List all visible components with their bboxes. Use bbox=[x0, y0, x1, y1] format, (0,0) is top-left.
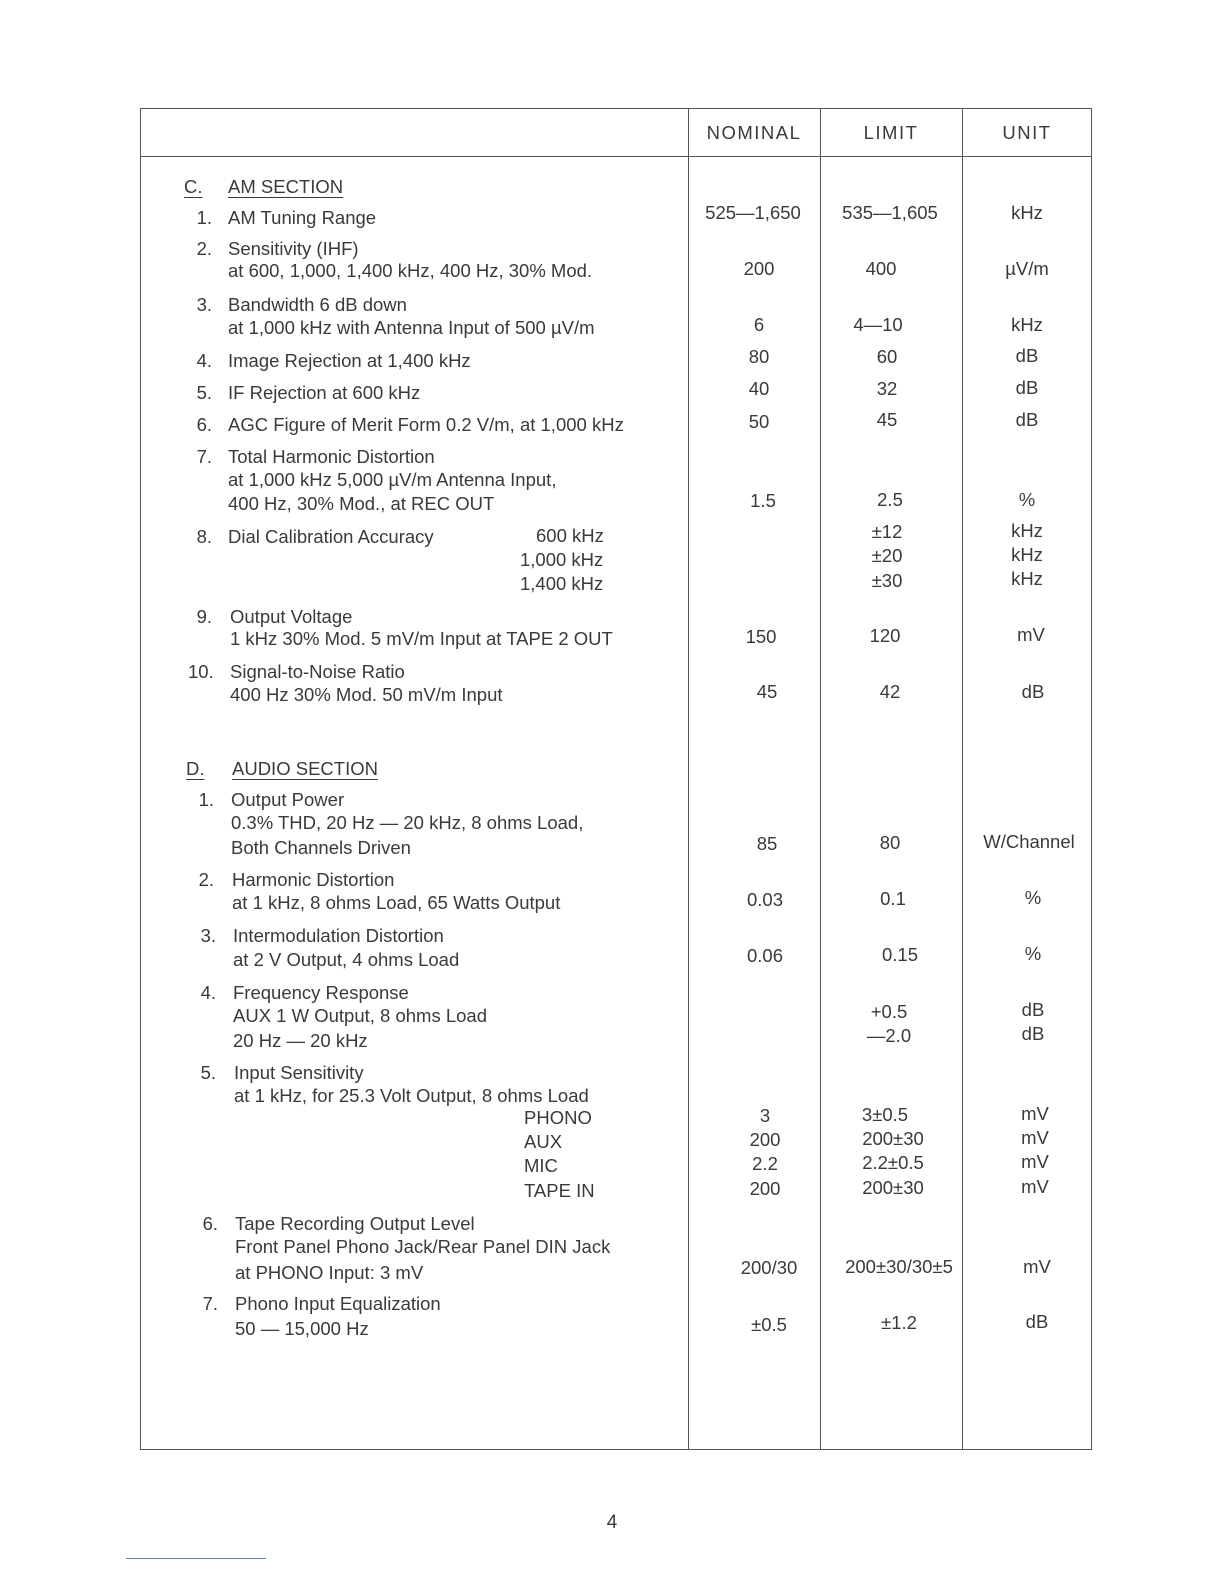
audio-limit-value: ±1.2 bbox=[881, 1312, 917, 1333]
page-number: 4 bbox=[606, 1512, 618, 1533]
am-limit-value: 120 bbox=[869, 625, 901, 646]
am-item-desc: Total Harmonic Distortion bbox=[228, 446, 435, 467]
am-limit-value: 535—1,605 bbox=[842, 202, 938, 223]
am-limit-value: ±20 bbox=[871, 545, 903, 566]
am-nominal-value: 40 bbox=[748, 378, 770, 399]
audio-item-desc: Front Panel Phono Jack/Rear Panel DIN Jack bbox=[235, 1236, 611, 1257]
audio-nominal-value: 3 bbox=[759, 1105, 771, 1126]
am-item-desc: at 600, 1,000, 1,400 kHz, 400 Hz, 30% Mod. bbox=[228, 260, 593, 281]
header-nominal: NOMINAL bbox=[706, 122, 802, 143]
audio-unit-value: dB bbox=[1021, 1023, 1045, 1044]
audio-nominal-value: 200 bbox=[749, 1129, 781, 1150]
audio-sub-label: AUX bbox=[524, 1131, 563, 1152]
audio-item-desc: Both Channels Driven bbox=[231, 837, 411, 858]
col-divider-nominal bbox=[688, 108, 689, 1450]
am-nominal-value: 1.5 bbox=[750, 490, 776, 511]
audio-item-number: 3. bbox=[200, 925, 216, 946]
am-item-desc: Signal-to-Noise Ratio bbox=[230, 661, 405, 682]
am-unit-value: dB bbox=[1021, 681, 1045, 702]
am-item-number: 7. bbox=[196, 446, 212, 467]
audio-limit-value: 0.15 bbox=[881, 944, 918, 965]
audio-item-desc: at PHONO Input: 3 mV bbox=[235, 1262, 424, 1283]
am-item-desc: IF Rejection at 600 kHz bbox=[228, 382, 421, 403]
am-limit-value: 60 bbox=[876, 346, 898, 367]
header-limit: LIMIT bbox=[863, 122, 919, 143]
audio-unit-value: mV bbox=[1021, 1127, 1049, 1148]
audio-limit-value: 0.1 bbox=[880, 888, 906, 909]
audio-nominal-value: 85 bbox=[756, 833, 778, 854]
audio-unit-value: dB bbox=[1021, 999, 1045, 1020]
audio-item-desc: 20 Hz — 20 kHz bbox=[233, 1030, 368, 1051]
am-nominal-value: 150 bbox=[745, 626, 777, 647]
header-divider bbox=[140, 156, 1092, 157]
audio-nominal-value: 200 bbox=[749, 1178, 781, 1199]
audio-nominal-value: 0.06 bbox=[746, 945, 783, 966]
audio-item-number: 4. bbox=[200, 982, 216, 1003]
am-unit-value: kHz bbox=[1011, 568, 1043, 589]
audio-limit-value: 200±30 bbox=[862, 1177, 924, 1198]
audio-limit-value: —2.0 bbox=[866, 1025, 912, 1046]
audio-limit-value: +0.5 bbox=[870, 1001, 908, 1022]
am-item-desc: 400 Hz, 30% Mod., at REC OUT bbox=[228, 493, 495, 514]
audio-item-desc: at 1 kHz, for 25.3 Volt Output, 8 ohms Load bbox=[234, 1085, 589, 1106]
am-item-desc: at 1,000 kHz with Antenna Input of 500 µV/m bbox=[228, 317, 595, 338]
audio-unit-value: W/Channel bbox=[983, 831, 1075, 852]
audio-item-number: 1. bbox=[198, 789, 214, 810]
audio-limit-value: 200±30/30±5 bbox=[845, 1256, 953, 1277]
am-nominal-value: 80 bbox=[748, 346, 770, 367]
audio-limit-value: 80 bbox=[879, 832, 901, 853]
audio-sub-label: PHONO bbox=[524, 1107, 592, 1128]
am-unit-value: kHz bbox=[1011, 202, 1043, 223]
audio-limit-value: 200±30 bbox=[862, 1128, 924, 1149]
am-unit-value: mV bbox=[1017, 624, 1045, 645]
audio-unit-value: mV bbox=[1023, 1256, 1051, 1277]
col-divider-limit bbox=[820, 108, 821, 1450]
am-item-desc: Image Rejection at 1,400 kHz bbox=[228, 350, 471, 371]
am-sub-label: 600 kHz bbox=[536, 525, 604, 546]
am-item-desc: Output Voltage bbox=[230, 606, 353, 627]
am-item-number: 8. bbox=[196, 526, 212, 547]
audio-item-desc: Output Power bbox=[231, 789, 345, 810]
am-nominal-value: 50 bbox=[748, 411, 770, 432]
am-unit-value: kHz bbox=[1011, 544, 1043, 565]
am-section-title: AM SECTION bbox=[228, 176, 344, 197]
header-unit: UNIT bbox=[1002, 122, 1052, 143]
am-item-number: 9. bbox=[196, 606, 212, 627]
audio-unit-value: % bbox=[1024, 943, 1042, 964]
audio-sub-label: TAPE IN bbox=[524, 1180, 595, 1201]
audio-limit-value: 2.2±0.5 bbox=[862, 1152, 924, 1173]
am-item-number: 6. bbox=[196, 414, 212, 435]
audio-nominal-value: ±0.5 bbox=[751, 1314, 787, 1335]
am-unit-value: kHz bbox=[1011, 520, 1043, 541]
am-item-desc: AGC Figure of Merit Form 0.2 V/m, at 1,000 kHz bbox=[228, 414, 624, 435]
audio-item-desc: at 2 V Output, 4 ohms Load bbox=[233, 949, 460, 970]
audio-sub-label: MIC bbox=[524, 1155, 558, 1176]
audio-unit-value: mV bbox=[1021, 1176, 1049, 1197]
am-limit-value: 2.5 bbox=[877, 489, 903, 510]
am-item-desc: Sensitivity (IHF) bbox=[228, 238, 359, 259]
am-item-desc: Dial Calibration Accuracy bbox=[228, 526, 434, 547]
am-item-number: 3. bbox=[196, 294, 212, 315]
audio-section-letter: D. bbox=[186, 758, 205, 779]
am-item-number: 5. bbox=[196, 382, 212, 403]
am-limit-value: ±12 bbox=[871, 521, 903, 542]
am-limit-value: 45 bbox=[876, 409, 898, 430]
am-section-letter: C. bbox=[184, 176, 203, 197]
audio-item-desc: at 1 kHz, 8 ohms Load, 65 Watts Output bbox=[232, 892, 561, 913]
audio-unit-value: % bbox=[1024, 887, 1042, 908]
audio-item-number: 7. bbox=[202, 1293, 218, 1314]
am-item-desc: Bandwidth 6 dB down bbox=[228, 294, 407, 315]
am-limit-value: ±30 bbox=[871, 570, 903, 591]
audio-limit-value: 3±0.5 bbox=[861, 1104, 909, 1125]
audio-section-title: AUDIO SECTION bbox=[232, 758, 378, 779]
audio-item-desc: Tape Recording Output Level bbox=[235, 1213, 475, 1234]
audio-nominal-value: 2.2 bbox=[752, 1153, 778, 1174]
am-sub-label: 1,000 kHz bbox=[520, 549, 604, 570]
am-unit-value: dB bbox=[1015, 345, 1039, 366]
am-nominal-value: 200 bbox=[743, 258, 775, 279]
audio-item-number: 6. bbox=[202, 1213, 218, 1234]
audio-item-desc: Harmonic Distortion bbox=[232, 869, 395, 890]
audio-item-desc: Input Sensitivity bbox=[234, 1062, 364, 1083]
audio-item-desc: AUX 1 W Output, 8 ohms Load bbox=[233, 1005, 487, 1026]
am-item-desc: AM Tuning Range bbox=[228, 207, 377, 228]
am-limit-value: 32 bbox=[876, 378, 898, 399]
audio-unit-value: dB bbox=[1025, 1311, 1049, 1332]
audio-unit-value: mV bbox=[1021, 1151, 1049, 1172]
audio-item-desc: Phono Input Equalization bbox=[235, 1293, 441, 1314]
am-item-number: 10. bbox=[188, 661, 214, 682]
am-limit-value: 42 bbox=[879, 681, 901, 702]
am-limit-value: 4—10 bbox=[853, 314, 903, 335]
am-unit-value: % bbox=[1018, 489, 1036, 510]
audio-item-desc: 50 — 15,000 Hz bbox=[235, 1318, 369, 1339]
am-item-number: 1. bbox=[196, 207, 212, 228]
am-nominal-value: 6 bbox=[753, 314, 765, 335]
am-item-desc: 1 kHz 30% Mod. 5 mV/m Input at TAPE 2 OUT bbox=[230, 628, 613, 649]
am-unit-value: µV/m bbox=[1005, 258, 1049, 279]
col-divider-unit bbox=[962, 108, 963, 1450]
audio-item-number: 2. bbox=[198, 869, 214, 890]
audio-item-desc: Frequency Response bbox=[233, 982, 409, 1003]
footer-rule bbox=[126, 1558, 266, 1559]
audio-item-number: 5. bbox=[200, 1062, 216, 1083]
am-nominal-value: 45 bbox=[756, 681, 778, 702]
audio-item-desc: Intermodulation Distortion bbox=[233, 925, 444, 946]
am-limit-value: 400 bbox=[865, 258, 897, 279]
am-unit-value: kHz bbox=[1011, 314, 1043, 335]
am-unit-value: dB bbox=[1015, 377, 1039, 398]
audio-nominal-value: 200/30 bbox=[740, 1257, 798, 1278]
am-item-number: 4. bbox=[196, 350, 212, 371]
am-nominal-value: 525—1,650 bbox=[705, 202, 801, 223]
audio-nominal-value: 0.03 bbox=[746, 889, 783, 910]
am-sub-label: 1,400 kHz bbox=[520, 573, 604, 594]
am-item-desc: at 1,000 kHz 5,000 µV/m Antenna Input, bbox=[228, 469, 557, 490]
am-unit-value: dB bbox=[1015, 409, 1039, 430]
am-item-desc: 400 Hz 30% Mod. 50 mV/m Input bbox=[230, 684, 503, 705]
am-item-number: 2. bbox=[196, 238, 212, 259]
audio-item-desc: 0.3% THD, 20 Hz — 20 kHz, 8 ohms Load, bbox=[231, 812, 584, 833]
audio-unit-value: mV bbox=[1021, 1103, 1049, 1124]
